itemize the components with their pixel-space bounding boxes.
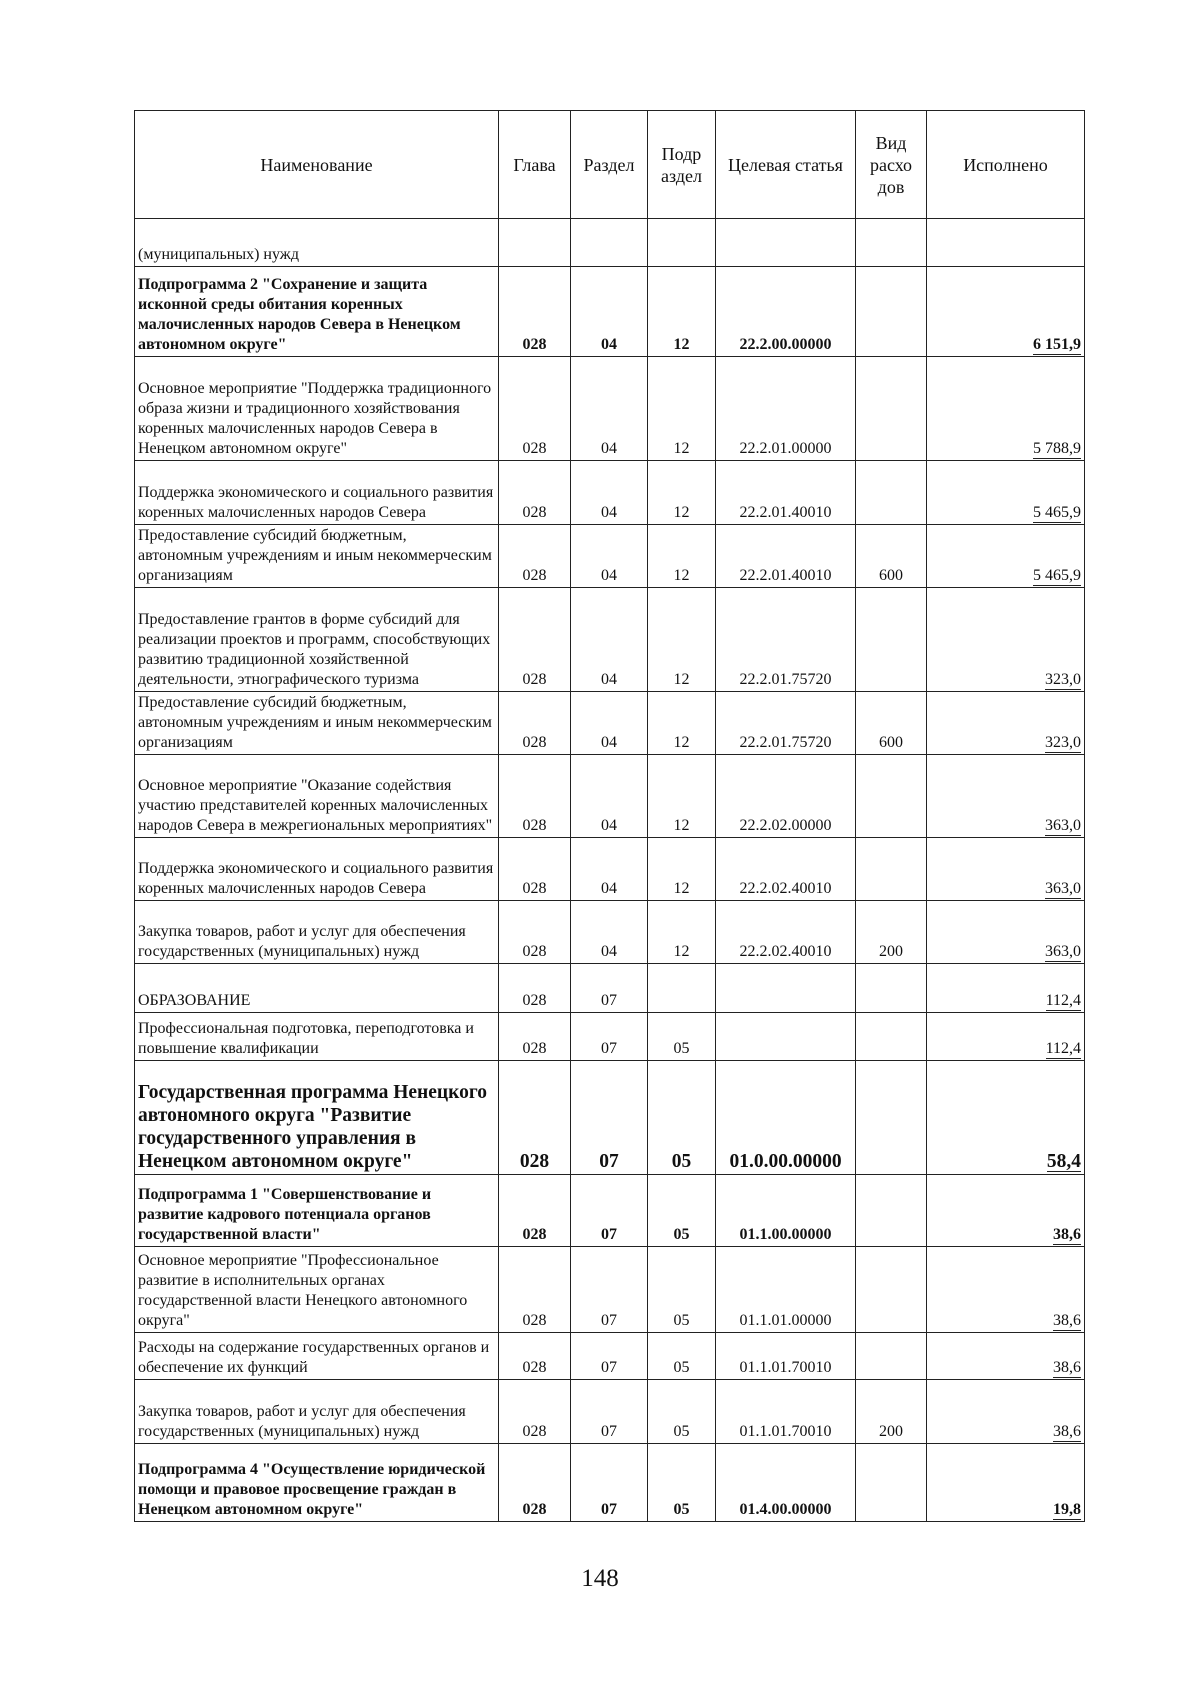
cell-vid: 600: [856, 692, 927, 755]
executed-amount: 112,4: [1045, 992, 1081, 1009]
cell-vid: [856, 1333, 927, 1380]
cell-razdel: 07: [571, 1247, 648, 1333]
cell-razdel: 04: [571, 692, 648, 755]
cell-vid: [856, 267, 927, 357]
executed-amount: 38,6: [1053, 1312, 1081, 1329]
cell-podrazdel: 05: [648, 1175, 716, 1247]
cell-razdel: 07: [571, 1444, 648, 1522]
cell-vid: [856, 588, 927, 692]
table-row: [135, 357, 1085, 461]
cell-razdel: 07: [571, 1013, 648, 1061]
executed-amount: 58,4: [1046, 1151, 1081, 1172]
cell-name: Основное мероприятие "Поддержка традиционного образа жизни и традиционного хозяйствования коренных малочисленных народов Севера в Ненецком автономном округе": [135, 357, 499, 461]
page-number: 148: [581, 1565, 619, 1592]
cell-glava: 028: [499, 1061, 571, 1175]
cell-podrazdel: 05: [648, 1444, 716, 1522]
cell-celevaya: 22.2.01.00000: [716, 357, 856, 461]
table-row: [135, 692, 1085, 755]
table-row: [135, 964, 1085, 1013]
cell-vid: [856, 1061, 927, 1175]
cell-glava: 028: [499, 692, 571, 755]
cell-podrazdel: 12: [648, 588, 716, 692]
cell-podrazdel: [648, 964, 716, 1013]
cell-celevaya: 22.2.01.40010: [716, 461, 856, 525]
cell-name: Подпрограмма 1 "Совершенствование и развитие кадрового потенциала органов государственной власти": [135, 1175, 499, 1247]
cell-celevaya: 22.2.01.40010: [716, 525, 856, 588]
cell-razdel: 04: [571, 901, 648, 964]
cell-vid: [856, 1247, 927, 1333]
cell-glava: 028: [499, 1175, 571, 1247]
table-row: [135, 1175, 1085, 1247]
cell-vid: [856, 838, 927, 901]
cell-razdel: 04: [571, 525, 648, 588]
cell-celevaya: 22.2.02.40010: [716, 838, 856, 901]
cell-ispolneno: [927, 588, 1085, 692]
cell-glava: 028: [499, 755, 571, 838]
cell-name: Подпрограмма 2 "Сохранение и защита исконной среды обитания коренных малочисленных народов Севера в Ненецком автономном округе": [135, 267, 499, 357]
cell-name: Государственная программа Ненецкого автономного округа "Развитие государственного управления в Ненецком автономном округе": [135, 1061, 499, 1175]
table-row: [135, 588, 1085, 692]
cell-glava: 028: [499, 901, 571, 964]
cell-glava: 028: [499, 267, 571, 357]
executed-amount: 5 465,9: [1033, 504, 1081, 521]
cell-celevaya: [716, 219, 856, 267]
cell-podrazdel: [648, 219, 716, 267]
cell-name: Основное мероприятие "Оказание содействия участию представителей коренных малочисленных народов Севера в межрегиональных мероприятиях": [135, 755, 499, 838]
cell-name: Поддержка экономического и социального развития коренных малочисленных народов Севера: [135, 838, 499, 901]
table-row: [135, 461, 1085, 525]
cell-glava: [499, 219, 571, 267]
cell-celevaya: 01.1.01.70010: [716, 1380, 856, 1444]
cell-ispolneno: [927, 357, 1085, 461]
executed-amount: 112,4: [1045, 1040, 1081, 1057]
cell-podrazdel: 12: [648, 755, 716, 838]
cell-name: Предоставление субсидий бюджетным, автономным учреждениям и иным некоммерческим организациям: [135, 692, 499, 755]
cell-glava: 028: [499, 1013, 571, 1061]
executed-amount: 363,0: [1045, 817, 1081, 834]
table-row: [135, 1247, 1085, 1333]
table-row: [135, 1013, 1085, 1061]
cell-name: Предоставление грантов в форме субсидий для реализации проектов и программ, способствующих развитию традиционной хозяйственной деятельности, этнографического туризма: [135, 588, 499, 692]
cell-ispolneno: [927, 1247, 1085, 1333]
cell-vid: [856, 964, 927, 1013]
cell-name: Профессиональная подготовка, переподготовка и повышение квалификации: [135, 1013, 499, 1061]
cell-vid: [856, 357, 927, 461]
cell-razdel: 07: [571, 1175, 648, 1247]
executed-amount: 19,8: [1053, 1501, 1081, 1518]
budget-table: [134, 110, 1085, 1522]
executed-amount: 363,0: [1045, 880, 1081, 897]
cell-ispolneno: [927, 964, 1085, 1013]
cell-glava: 028: [499, 525, 571, 588]
cell-razdel: 04: [571, 755, 648, 838]
cell-name: Предоставление субсидий бюджетным, автономным учреждениям и иным некоммерческим организациям: [135, 525, 499, 588]
cell-name: Подпрограмма 4 "Осуществление юридической помощи и правовое просвещение граждан в Ненецком автономном округе": [135, 1444, 499, 1522]
cell-podrazdel: 12: [648, 692, 716, 755]
executed-amount: 5 465,9: [1033, 567, 1081, 584]
cell-glava: 028: [499, 1333, 571, 1380]
header-vid: Вид расхо дов: [856, 111, 927, 219]
table-row: [135, 1333, 1085, 1380]
cell-ispolneno: [927, 1175, 1085, 1247]
cell-name: Основное мероприятие "Профессиональное развитие в исполнительных органах государственной власти Ненецкого автономного округа": [135, 1247, 499, 1333]
cell-name: Закупка товаров, работ и услуг для обеспечения государственных (муниципальных) нужд: [135, 1380, 499, 1444]
cell-name: ОБРАЗОВАНИЕ: [135, 964, 499, 1013]
cell-vid: 200: [856, 901, 927, 964]
cell-vid: [856, 1444, 927, 1522]
cell-name: Закупка товаров, работ и услуг для обеспечения государственных (муниципальных) нужд: [135, 901, 499, 964]
table-row: [135, 1444, 1085, 1522]
cell-podrazdel: 12: [648, 461, 716, 525]
cell-podrazdel: 05: [648, 1380, 716, 1444]
cell-ispolneno: [927, 838, 1085, 901]
table-row: [135, 901, 1085, 964]
cell-razdel: 07: [571, 964, 648, 1013]
table-row: [135, 267, 1085, 357]
cell-glava: 028: [499, 838, 571, 901]
cell-vid: [856, 1013, 927, 1061]
executed-amount: 6 151,9: [1033, 336, 1081, 353]
executed-amount: 38,6: [1053, 1226, 1081, 1243]
cell-name: Расходы на содержание государственных органов и обеспечение их функций: [135, 1333, 499, 1380]
cell-razdel: 04: [571, 461, 648, 525]
cell-glava: 028: [499, 1444, 571, 1522]
cell-ispolneno: [927, 1333, 1085, 1380]
cell-celevaya: 22.2.01.75720: [716, 588, 856, 692]
cell-razdel: 04: [571, 267, 648, 357]
cell-ispolneno: [927, 267, 1085, 357]
cell-celevaya: 01.0.00.00000: [716, 1061, 856, 1175]
cell-celevaya: 22.2.02.40010: [716, 901, 856, 964]
header-celevaya: Целевая статья: [716, 111, 856, 219]
cell-celevaya: 01.1.01.70010: [716, 1333, 856, 1380]
cell-glava: 028: [499, 1247, 571, 1333]
executed-amount: 38,6: [1053, 1359, 1081, 1376]
cell-ispolneno: [927, 692, 1085, 755]
cell-vid: [856, 755, 927, 838]
cell-ispolneno: [927, 461, 1085, 525]
cell-vid: 200: [856, 1380, 927, 1444]
cell-name: (муниципальных) нужд: [135, 219, 499, 267]
table-row: [135, 525, 1085, 588]
executed-amount: 38,6: [1053, 1423, 1081, 1440]
cell-celevaya: 01.4.00.00000: [716, 1444, 856, 1522]
table-header-row: [135, 111, 1085, 219]
cell-podrazdel: 12: [648, 838, 716, 901]
cell-ispolneno: [927, 1061, 1085, 1175]
header-ispolneno: Исполнено: [927, 111, 1085, 219]
cell-podrazdel: 12: [648, 525, 716, 588]
cell-podrazdel: 05: [648, 1247, 716, 1333]
table-row: [135, 1380, 1085, 1444]
header-glava: Глава: [499, 111, 571, 219]
cell-ispolneno: [927, 525, 1085, 588]
executed-amount: 363,0: [1045, 943, 1081, 960]
cell-glava: 028: [499, 588, 571, 692]
header-podrazdel: Подр аздел: [648, 111, 716, 219]
cell-celevaya: 22.2.02.00000: [716, 755, 856, 838]
table-row: [135, 219, 1085, 267]
executed-amount: 323,0: [1045, 734, 1081, 751]
cell-name: Поддержка экономического и социального развития коренных малочисленных народов Севера: [135, 461, 499, 525]
cell-razdel: 04: [571, 588, 648, 692]
executed-amount: 323,0: [1045, 671, 1081, 688]
cell-podrazdel: 12: [648, 267, 716, 357]
cell-podrazdel: 12: [648, 901, 716, 964]
header-razdel: Раздел: [571, 111, 648, 219]
cell-vid: [856, 219, 927, 267]
cell-celevaya: [716, 964, 856, 1013]
cell-glava: 028: [499, 357, 571, 461]
cell-podrazdel: 05: [648, 1333, 716, 1380]
cell-razdel: 07: [571, 1061, 648, 1175]
cell-razdel: 07: [571, 1333, 648, 1380]
cell-podrazdel: 12: [648, 357, 716, 461]
cell-glava: 028: [499, 964, 571, 1013]
cell-vid: [856, 1175, 927, 1247]
cell-ispolneno: [927, 1380, 1085, 1444]
cell-celevaya: [716, 1013, 856, 1061]
cell-vid: [856, 461, 927, 525]
cell-ispolneno: [927, 755, 1085, 838]
cell-razdel: [571, 219, 648, 267]
table-body: [135, 219, 1085, 1522]
cell-ispolneno: [927, 1013, 1085, 1061]
header-name: Наименование: [135, 111, 499, 219]
cell-ispolneno: [927, 219, 1085, 267]
table-row: [135, 838, 1085, 901]
cell-celevaya: 22.2.00.00000: [716, 267, 856, 357]
executed-amount: 5 788,9: [1033, 440, 1081, 457]
cell-razdel: 04: [571, 838, 648, 901]
cell-celevaya: 22.2.01.75720: [716, 692, 856, 755]
cell-glava: 028: [499, 461, 571, 525]
cell-vid: 600: [856, 525, 927, 588]
cell-celevaya: 01.1.00.00000: [716, 1175, 856, 1247]
table-row: [135, 755, 1085, 838]
cell-razdel: 07: [571, 1380, 648, 1444]
cell-celevaya: 01.1.01.00000: [716, 1247, 856, 1333]
cell-glava: 028: [499, 1380, 571, 1444]
cell-razdel: 04: [571, 357, 648, 461]
cell-ispolneno: [927, 1444, 1085, 1522]
table-row: [135, 1061, 1085, 1175]
cell-podrazdel: 05: [648, 1061, 716, 1175]
cell-podrazdel: 05: [648, 1013, 716, 1061]
cell-ispolneno: [927, 901, 1085, 964]
